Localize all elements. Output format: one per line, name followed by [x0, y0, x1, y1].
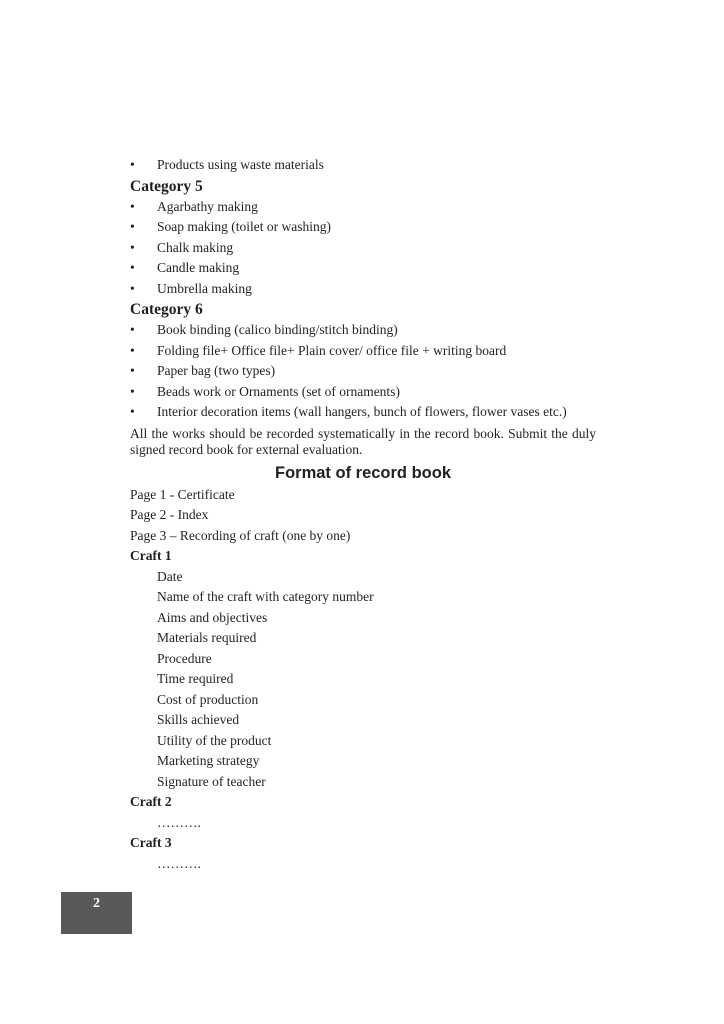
craft-field: Date: [157, 568, 183, 584]
instruction-paragraph: All the works should be recorded systematically in the record book. Submit the duly signed record book for external evaluation.: [130, 425, 596, 457]
craft-field: Utility of the product: [157, 732, 272, 748]
list-item-text: Soap making (toilet or washing): [157, 219, 331, 234]
bullet-icon: •: [130, 322, 135, 337]
bullet-icon: •: [130, 219, 135, 234]
list-item: [130, 258, 596, 279]
bullet-icon: •: [130, 383, 135, 399]
craft-field: Signature of teacher: [157, 773, 266, 789]
page-entry: Page 3 – Recording of craft (one by one): [130, 527, 351, 543]
list-item-text: Candle making: [157, 260, 240, 275]
list-item-text: Book binding (calico binding/stitch binding): [157, 322, 398, 337]
craft-1-heading: Craft 1: [130, 548, 172, 563]
bullet-icon: •: [130, 239, 135, 255]
bullet-icon: •: [130, 280, 135, 296]
page-entry: Page 1 - Certificate: [130, 486, 235, 502]
category-5-heading: Category 5: [130, 177, 203, 195]
craft-field: Materials required: [157, 630, 257, 645]
bullet-icon: •: [130, 157, 135, 172]
category-6-heading: Category 6: [130, 301, 203, 318]
list-item: [130, 197, 596, 218]
list-item-text: Agarbathy making: [157, 198, 258, 214]
list-item-text: Umbrella making: [157, 280, 252, 296]
list-item-text: Folding file+ Office file+ Plain cover/ office file + writing board: [157, 342, 507, 358]
bullet-icon: •: [130, 363, 135, 378]
list-item: [130, 279, 596, 300]
list-item: [130, 238, 596, 259]
list-item-text: Paper bag (two types): [157, 363, 276, 378]
category-6-list: [130, 320, 596, 423]
list-item: [130, 402, 596, 423]
craft-field: Time required: [157, 671, 234, 686]
list-item-text: Chalk making: [157, 239, 234, 255]
craft-field: Marketing strategy: [157, 753, 260, 768]
page-list: [130, 485, 596, 547]
category-5-list: [130, 197, 596, 300]
craft-field: Cost of production: [157, 691, 259, 707]
list-item-text: Products using waste materials: [157, 157, 324, 172]
craft-1-fields: [130, 567, 596, 793]
craft-2-placeholder: ……….: [157, 814, 201, 830]
page-entry: Page 2 - Index: [130, 507, 209, 522]
craft-field: Name of the craft with category number: [157, 589, 374, 604]
bullet-icon: •: [130, 342, 135, 358]
bullet-icon: •: [130, 198, 135, 214]
craft-field: Skills achieved: [157, 712, 240, 727]
format-title: Format of record book: [274, 463, 451, 482]
list-item: [130, 382, 596, 403]
list-item-text: Interior decoration items (wall hangers, bunch of flowers, flower vases etc.): [157, 404, 567, 419]
list-item: [130, 361, 596, 382]
list-item: [130, 341, 596, 362]
craft-field: Procedure: [157, 650, 212, 666]
craft-3-placeholder: ……….: [157, 855, 201, 871]
page-number: 2: [93, 896, 100, 911]
bullet-icon: •: [130, 260, 135, 275]
list-item-text: Beads work or Ornaments (set of ornaments): [157, 383, 400, 399]
list-item: [130, 320, 596, 341]
craft-2-heading: Craft 2: [130, 794, 172, 809]
list-item: [130, 217, 596, 238]
list-item: [130, 155, 596, 176]
craft-field: Aims and objectives: [157, 609, 268, 625]
bullet-icon: •: [130, 404, 135, 419]
page-content: [130, 155, 596, 874]
page-number-badge: [61, 892, 132, 934]
craft-3-heading: Craft 3: [130, 835, 172, 850]
